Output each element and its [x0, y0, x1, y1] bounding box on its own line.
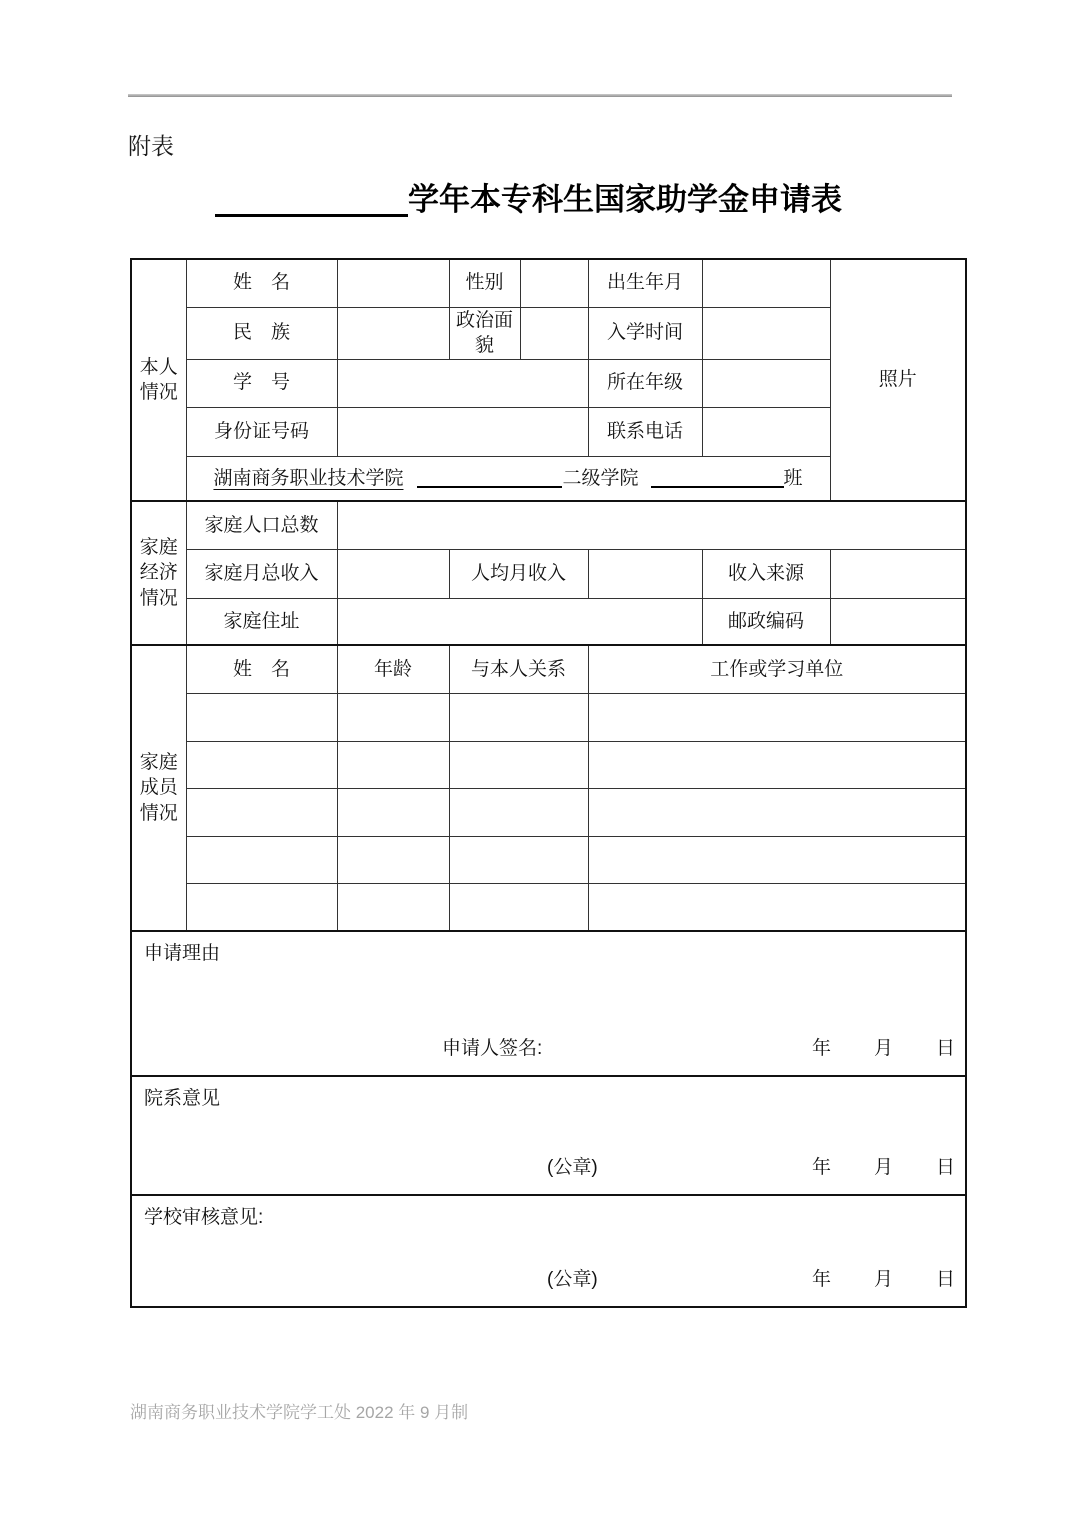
grade-value-cell	[702, 359, 830, 407]
gender-value-cell	[520, 259, 588, 307]
member-relation-header: 与本人关系	[449, 645, 588, 693]
member-workplace-cell	[588, 693, 966, 741]
name-value-cell	[337, 259, 449, 307]
ethnicity-value-cell	[337, 307, 449, 359]
member-row	[131, 836, 966, 883]
top-divider-rule	[128, 94, 952, 97]
member-name-header: 姓 名	[186, 645, 337, 693]
applicant-signature-label: 申请人签名:	[442, 1037, 543, 1059]
member-workplace-cell	[588, 883, 966, 931]
member-relation-cell	[449, 741, 588, 788]
member-workplace-cell	[588, 836, 966, 883]
form-title-row	[215, 182, 842, 218]
birth-label: 出生年月	[588, 259, 702, 307]
income-source-value-cell	[830, 549, 966, 598]
department-opinion-label: 院系意见	[144, 1088, 221, 1110]
member-relation-cell	[449, 883, 588, 931]
year-label: 年	[811, 1268, 831, 1290]
year-label: 年	[811, 1037, 831, 1059]
member-relation-cell	[449, 788, 588, 836]
member-relation-cell	[449, 836, 588, 883]
department-seal-label: (公章)	[547, 1156, 598, 1178]
home-address-value-cell	[337, 598, 702, 645]
member-workplace-cell	[588, 788, 966, 836]
member-age-cell	[337, 788, 449, 836]
application-reason-box	[131, 931, 966, 1076]
gender-label: 性别	[449, 259, 520, 307]
member-relation-cell	[449, 693, 588, 741]
year-label: 年	[811, 1156, 831, 1178]
member-name-cell	[186, 836, 337, 883]
enrollment-date-value-cell	[702, 307, 830, 359]
birth-value-cell	[702, 259, 830, 307]
member-row	[131, 788, 966, 836]
title-blank-line	[215, 187, 408, 217]
footer-note: 湖南商务职业技术学院学工处 2022 年 9 月制	[130, 1403, 469, 1422]
department-opinion-box	[131, 1076, 966, 1195]
day-label: 日	[935, 1037, 955, 1059]
member-workplace-cell	[588, 741, 966, 788]
school-college-class-row	[186, 456, 830, 501]
student-id-label: 学 号	[186, 359, 337, 407]
day-label: 日	[935, 1268, 955, 1290]
class-blank-line	[651, 467, 784, 488]
phone-value-cell	[702, 407, 830, 456]
school-seal-label: (公章)	[547, 1268, 598, 1290]
political-status-value-cell	[520, 307, 588, 359]
home-address-label: 家庭住址	[186, 598, 337, 645]
member-age-cell	[337, 741, 449, 788]
family-population-label: 家庭人口总数	[186, 501, 337, 549]
political-status-label: 政治面貌	[449, 307, 520, 359]
month-label: 月	[873, 1268, 893, 1290]
member-name-cell	[186, 883, 337, 931]
member-name-cell	[186, 693, 337, 741]
postcode-label: 邮政编码	[702, 598, 830, 645]
reason-date-group	[812, 1036, 955, 1062]
school-review-date-group	[812, 1267, 955, 1293]
income-source-label: 收入来源	[702, 549, 830, 598]
college-label: 二级学院	[562, 467, 639, 489]
application-reason-label: 申请理由	[144, 943, 221, 965]
ethnicity-label: 民 族	[186, 307, 337, 359]
member-name-cell	[186, 788, 337, 836]
postcode-value-cell	[830, 598, 966, 645]
member-age-header: 年龄	[337, 645, 449, 693]
college-blank-line	[417, 467, 562, 488]
id-number-label: 身份证号码	[186, 407, 337, 456]
month-label: 月	[873, 1156, 893, 1178]
student-id-value-cell	[337, 359, 588, 407]
monthly-income-label: 家庭月总收入	[186, 549, 337, 598]
member-age-cell	[337, 883, 449, 931]
member-row	[131, 693, 966, 741]
family-population-value-cell	[337, 501, 966, 549]
member-row	[131, 883, 966, 931]
member-name-cell	[186, 741, 337, 788]
form-title: 学年本专科生国家助学金申请表	[408, 182, 842, 217]
grade-label: 所在年级	[588, 359, 702, 407]
application-form-table	[130, 258, 967, 1308]
section-label-family-economic: 家庭经济情况	[131, 501, 186, 645]
member-age-cell	[337, 836, 449, 883]
monthly-income-value-cell	[337, 549, 449, 598]
department-date-group	[812, 1155, 955, 1181]
day-label: 日	[935, 1156, 955, 1178]
school-review-label: 学校审核意见:	[144, 1207, 264, 1229]
section-label-family-members: 家庭成员情况	[131, 645, 186, 931]
school-review-box	[131, 1195, 966, 1307]
section-label-personal: 本人情况	[131, 259, 186, 501]
school-name: 湖南商务职业技术学院	[213, 467, 404, 489]
enrollment-date-label: 入学时间	[588, 307, 702, 359]
member-row	[131, 741, 966, 788]
name-label: 姓 名	[186, 259, 337, 307]
appendix-label: 附表	[128, 133, 174, 159]
member-age-cell	[337, 693, 449, 741]
per-capita-income-label: 人均月收入	[449, 549, 588, 598]
phone-label: 联系电话	[588, 407, 702, 456]
class-label: 班	[783, 467, 803, 489]
month-label: 月	[873, 1037, 893, 1059]
per-capita-income-value-cell	[588, 549, 702, 598]
member-workplace-header: 工作或学习单位	[588, 645, 966, 693]
id-number-value-cell	[337, 407, 588, 456]
photo-cell: 照片	[830, 259, 966, 501]
